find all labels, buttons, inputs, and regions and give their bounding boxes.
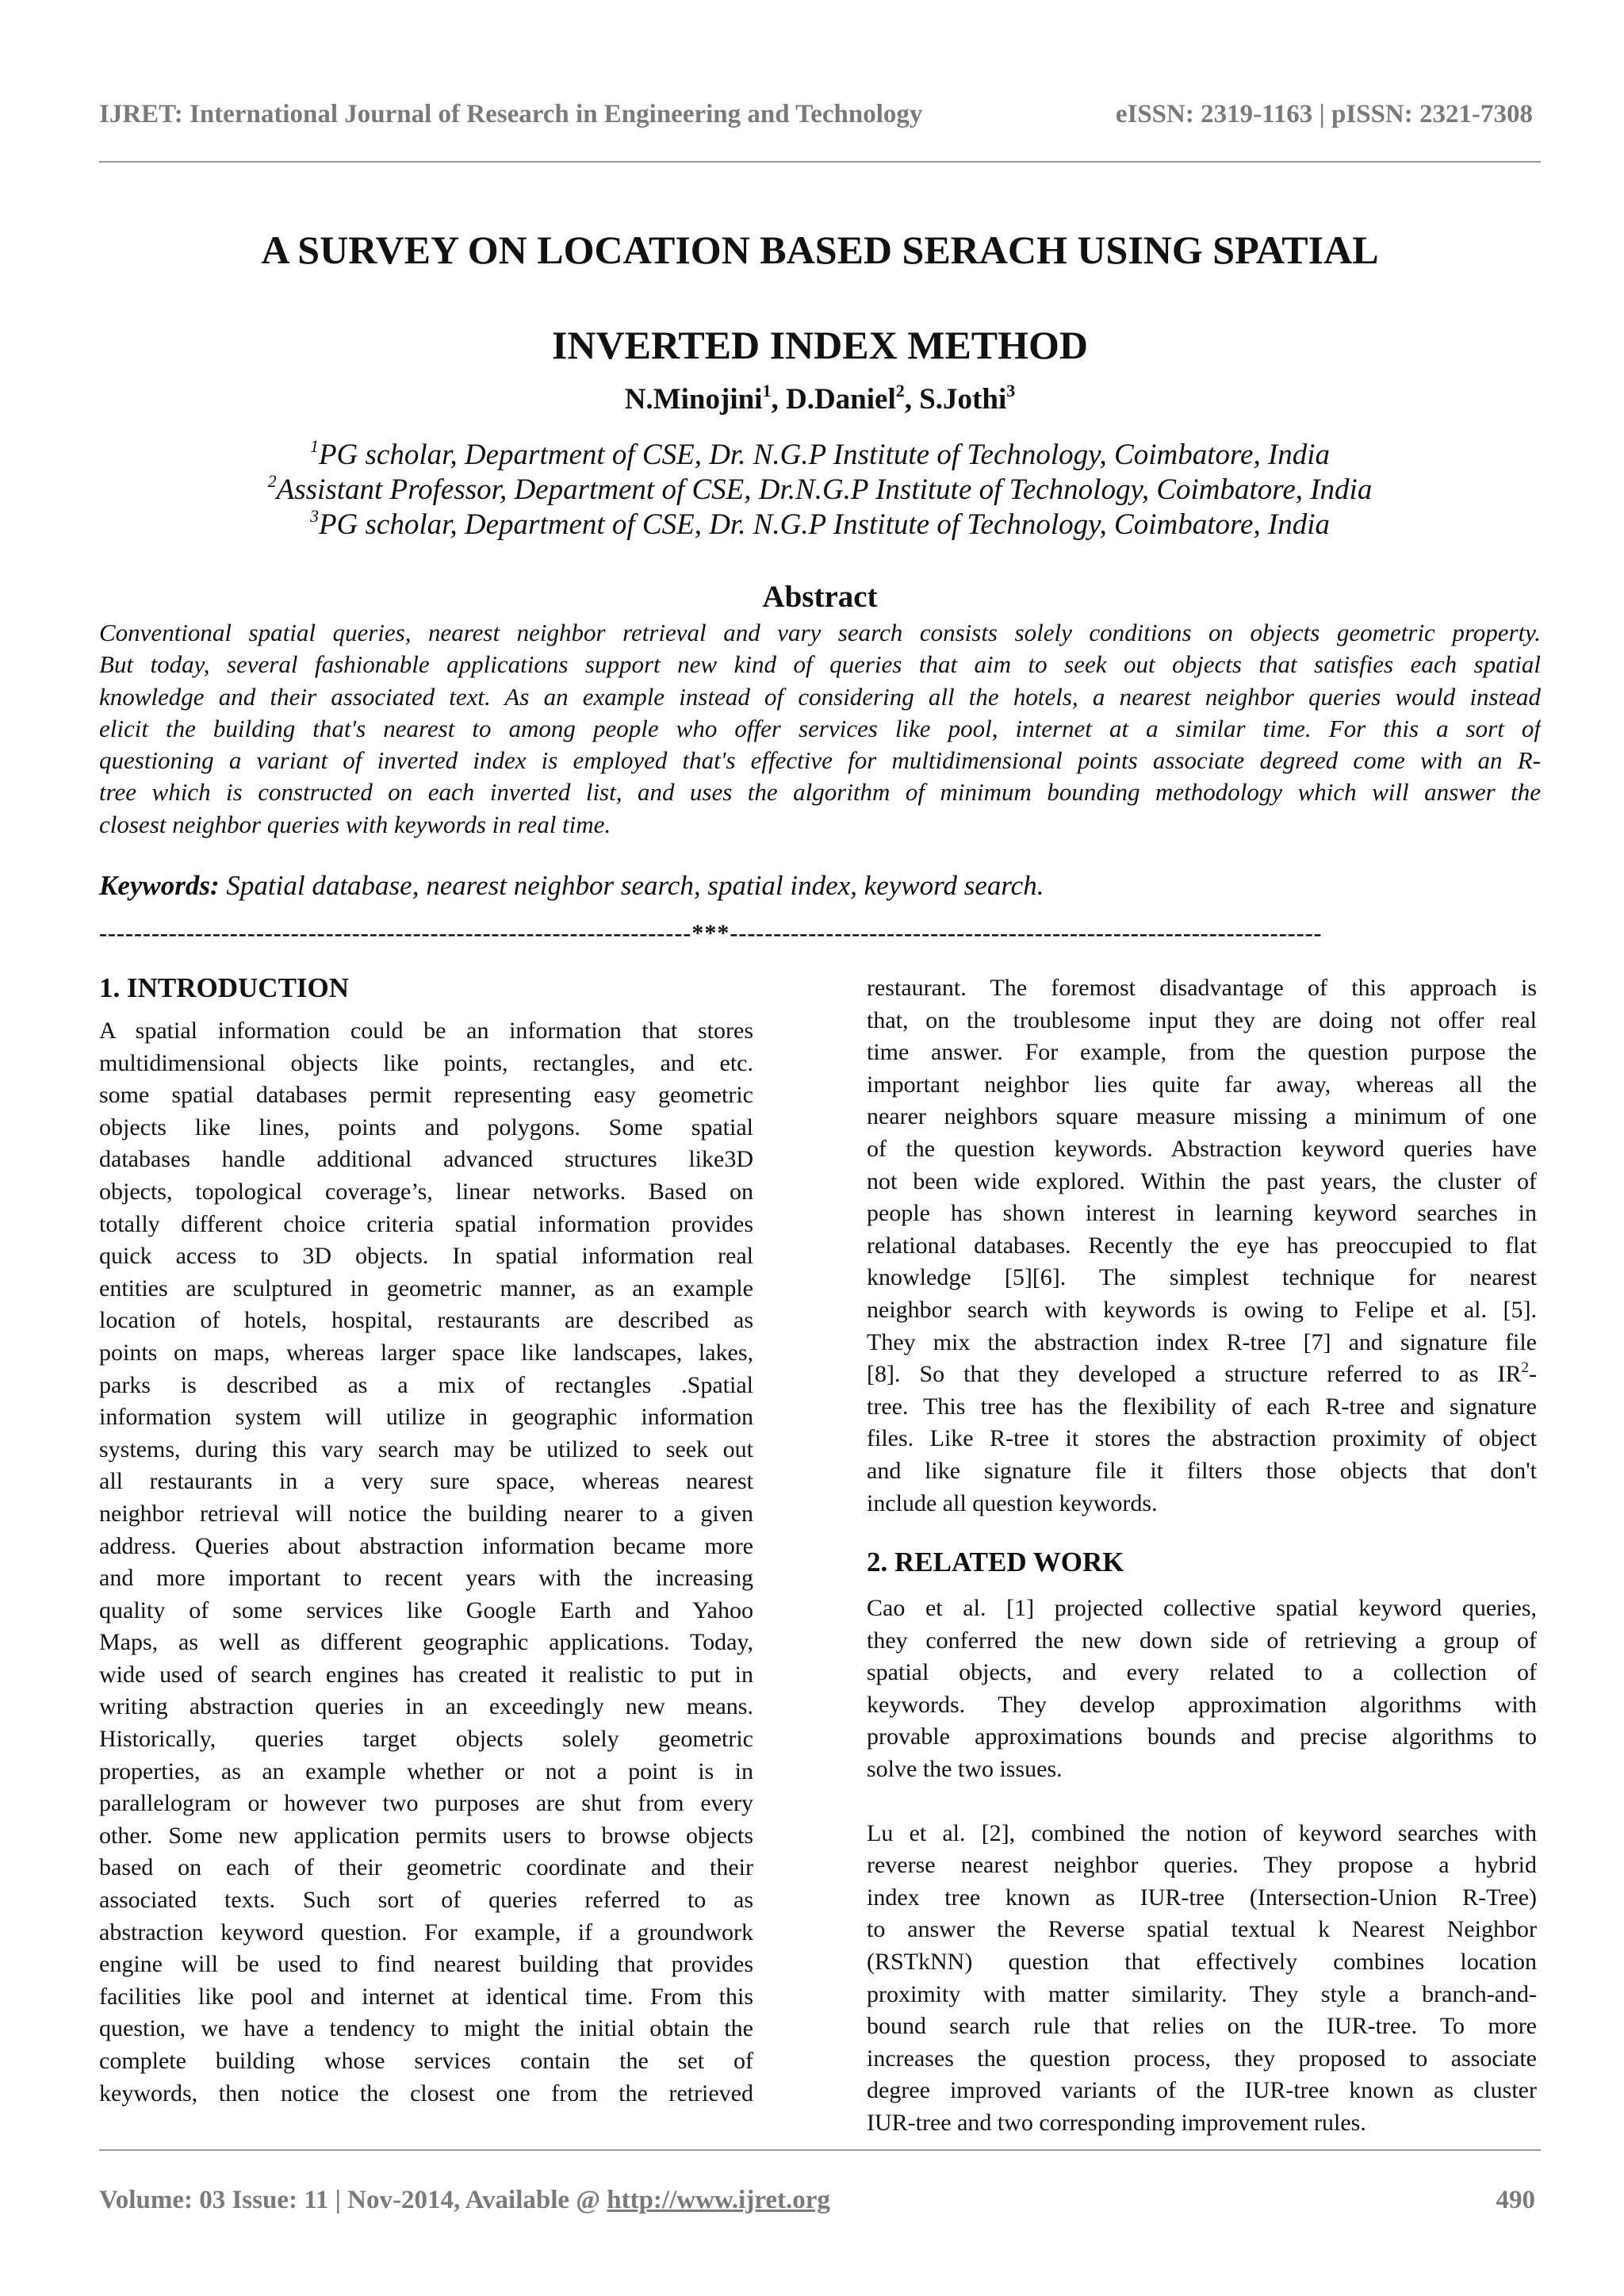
abstract-heading: Abstract	[762, 580, 878, 614]
keywords	[99, 870, 1044, 902]
section-separator: --------------------------------------------------------------------***--------------------------------------------------------------------	[99, 920, 1323, 946]
related-work-heading: 2. RELATED WORK	[867, 1547, 1124, 1578]
abstract-line: Conventional spatial queries, nearest neighbor retrieval and vary search consists solely conditions on objects geometric property.	[99, 619, 1541, 646]
body-line: nearer neighbors square measure missing a minimum of one	[867, 1103, 1537, 1130]
footer-rule	[99, 2149, 1541, 2151]
intro-line: parallelogram or however two purposes are shut from every	[99, 1790, 753, 1817]
journal-header: IJRET: International Journal of Research in Engineering and Technology	[99, 100, 923, 128]
body-line: index tree known as IUR-tree (Intersection-Union R-Tree)	[867, 1884, 1537, 1911]
affiliations	[99, 438, 1541, 542]
intro-line: A spatial information could be an information that stores	[99, 1018, 753, 1044]
intro-line: entities are sculptured in geometric manner, as an example	[99, 1274, 753, 1301]
intro-line: objects like lines, points and polygons. Some spatial	[99, 1114, 753, 1140]
affiliation-line: $^2$Assistant Professor, Department of CSE, Dr.N.G.P Institute of Technology, Coimbatore, India	[267, 471, 1373, 506]
footer-volume: Volume: 03 Issue: 11 | Nov-2014, Available @ http://www.ijret.org	[99, 2186, 830, 2214]
intro-line: facilities like pool and internet at identical time. From this	[99, 1983, 753, 2010]
intro-line: other. Some new application permits users to browse objects	[99, 1822, 753, 1849]
title-line: INVERTED INDEX METHOD	[551, 323, 1089, 367]
abstract-line: questioning a variant of inverted index is employed that's effective for multidimensional points associate degreed come with an R-	[99, 746, 1541, 775]
body-line: Cao et al. [1] projected collective spatial keyword queries,	[867, 1595, 1537, 1622]
header-rule	[99, 161, 1541, 163]
body-line: they conferred the new down side of retrieving a group of	[867, 1627, 1537, 1654]
intro-line: databases handle additional advanced structures like3D	[99, 1146, 753, 1173]
title-line: A SURVEY ON LOCATION BASED SERACH USING SPATIAL	[261, 228, 1379, 272]
intro-line: address. Queries about abstraction information became more	[99, 1532, 753, 1559]
intro-line: Historically, queries target objects solely geometric	[99, 1726, 753, 1753]
author-sup: 1	[762, 381, 772, 401]
intro-line: information system will utilize in geographic information	[99, 1404, 753, 1431]
right-column	[867, 972, 1537, 2140]
intro-line: parks is described as a mix of rectangles .Spatial	[99, 1371, 753, 1398]
body-line: provable approximations bounds and precise algorithms to	[867, 1723, 1537, 1750]
body-line: not been wide explored. Within the past years, the cluster of	[867, 1167, 1537, 1194]
abstract-line: elicit the building that's nearest to among people who offer services like pool, internet at a similar time. For this a sort of	[99, 714, 1541, 742]
body-line: and like signature file it filters those objects that don't	[867, 1457, 1537, 1484]
authors	[99, 382, 1541, 416]
body-line: spatial objects, and every related to a collection of	[867, 1659, 1537, 1686]
body-line: They mix the abstraction index R-tree [7] and signature file	[867, 1328, 1537, 1355]
intro-line: quality of some services like Google Earth and Yahoo	[99, 1596, 753, 1623]
intro-line: abstraction keyword question. For example, if a groundwork	[99, 1918, 753, 1945]
abstract-line: knowledge and their associated text. As an example instead of considering all the hotels, a nearest neighbor queries would instead	[99, 682, 1541, 711]
intro-line: and more important to recent years with the increasing	[99, 1565, 753, 1592]
body-line: IUR-tree and two corresponding improvement rules.	[867, 2110, 1366, 2136]
intro-line: wide used of search engines has created it realistic to put in	[99, 1661, 753, 1688]
body-line: (RSTkNN) question that effectively combines location	[867, 1949, 1537, 1976]
intro-line: question, we have a tendency to might the initial obtain the	[99, 2015, 753, 2042]
intro-line: objects, topological coverage’s, linear networks. Based on	[99, 1178, 753, 1205]
page-number: 490	[1496, 2186, 1535, 2214]
body-line: knowledge [5][6]. The simplest technique for nearest	[867, 1264, 1537, 1291]
intro-line: quick access to 3D objects. In spatial information real	[99, 1243, 753, 1270]
abstract-line: closest neighbor queries with keywords in real time.	[99, 810, 611, 838]
author-sep: ,	[904, 383, 920, 416]
body-line: people has shown interest in learning keyword searches in	[867, 1200, 1537, 1227]
body-line: that, on the troublesome input they are doing not offer real	[867, 1006, 1537, 1033]
intro-line: keywords, then notice the closest one from the retrieved	[99, 2079, 753, 2106]
intro-line: properties, as an example whether or not a point is in	[99, 1757, 753, 1784]
body-line: neighbor search with keywords is owing to Felipe et al. [5].	[867, 1296, 1537, 1323]
body-line: tree. This tree has the flexibility of each R-tree and signature	[867, 1393, 1537, 1420]
intro-line: totally different choice criteria spatial information provides	[99, 1210, 753, 1237]
paper-title	[99, 202, 1541, 393]
body-line: bound search rule that relies on the IUR-tree. To more	[867, 2013, 1537, 2040]
body-line: files. Like R-tree it stores the abstraction proximity of object	[867, 1425, 1537, 1452]
author-sup: 3	[1006, 381, 1016, 401]
author-name: D.Daniel	[785, 383, 896, 416]
body-line: degree improved variants of the IUR-tree known as cluster	[867, 2077, 1537, 2104]
intro-line: complete building whose services contain the set of	[99, 2048, 753, 2074]
intro-line: location of hotels, hospital, restaurants are described as	[99, 1307, 753, 1334]
body-line: to answer the Reverse spatial textual k Nearest Neighbor	[867, 1916, 1537, 1943]
body-line: proximity with matter similarity. They style a branch-and-	[867, 1980, 1537, 2007]
intro-line: Maps, as well as different geographic applications. Today,	[99, 1629, 753, 1656]
abstract-line: tree which is constructed on each inverted list, and uses the algorithm of minimum bounding methodology which will answer the	[99, 778, 1541, 807]
body-line: time answer. For example, from the question purpose the	[867, 1039, 1537, 1066]
body-line: important neighbor lies quite far away, whereas all the	[867, 1071, 1537, 1098]
affiliation-line: $^1$PG scholar, Department of CSE, Dr. N.G.P Institute of Technology, Coimbatore, India	[309, 436, 1331, 471]
intro-line: neighbor retrieval will notice the building nearer to a given	[99, 1500, 753, 1527]
intro-line: based on each of their geometric coordinate and their	[99, 1854, 753, 1881]
intro-line: writing abstraction queries in an exceedingly new means.	[99, 1693, 753, 1720]
abstract-body	[99, 617, 1541, 841]
intro-heading: 1. INTRODUCTION	[99, 972, 350, 1003]
body-line: increases the question process, they proposed to associate	[867, 2045, 1537, 2072]
body-line: include all question keywords.	[867, 1489, 1158, 1516]
intro-line: systems, during this vary search may be utilized to seek out	[99, 1435, 753, 1462]
author-name: N.Minojini	[624, 383, 763, 416]
body-line: reverse nearest neighbor queries. They propose a hybrid	[867, 1852, 1537, 1879]
author-sup: 2	[895, 381, 905, 401]
intro-line: some spatial databases permit representing easy geometric	[99, 1082, 753, 1109]
body-line: restaurant. The foremost disadvantage of this approach is	[867, 975, 1537, 1001]
body-line: solve the two issues.	[867, 1756, 1063, 1783]
intro-line: all restaurants in a very sure space, whereas nearest	[99, 1468, 753, 1495]
issn-header: eISSN: 2319-1163 | pISSN: 2321-7308	[1115, 100, 1533, 128]
keywords-text: Spatial database, nearest neighbor search, spatial index, keyword search.	[219, 870, 1044, 901]
affiliation-line: $^3$PG scholar, Department of CSE, Dr. N.G.P Institute of Technology, Coimbatore, India	[309, 506, 1331, 541]
intro-line: associated texts. Such sort of queries referred to as	[99, 1887, 753, 1914]
abstract-line: But today, several fashionable applications support new kind of queries that aim to seek out objects that satisfies each spatial	[99, 650, 1541, 679]
left-column	[99, 972, 753, 2110]
body-line: of the question keywords. Abstraction keyword queries have	[867, 1135, 1537, 1162]
journal-link[interactable]: http://www.ijret.org	[607, 2186, 830, 2214]
author-name: S.Jothi	[919, 383, 1007, 416]
author-sep: ,	[771, 383, 786, 416]
body-line: relational databases. Recently the eye has preoccupied to flat	[867, 1232, 1537, 1259]
body-line: Lu et al. [2], combined the notion of keyword searches with	[867, 1819, 1537, 1846]
intro-line: multidimensional objects like points, rectangles, and etc.	[99, 1049, 753, 1076]
intro-line: engine will be used to find nearest building that provides	[99, 1951, 753, 1978]
keywords-label: Keywords:	[99, 870, 220, 901]
body-line-ir2: [8]. So that they developed a structure referred to as $IR^2-$	[867, 1359, 1537, 1388]
intro-line: points on maps, whereas larger space like landscapes, lakes,	[99, 1339, 753, 1366]
body-line: keywords. They develop approximation algorithms with	[867, 1691, 1537, 1718]
